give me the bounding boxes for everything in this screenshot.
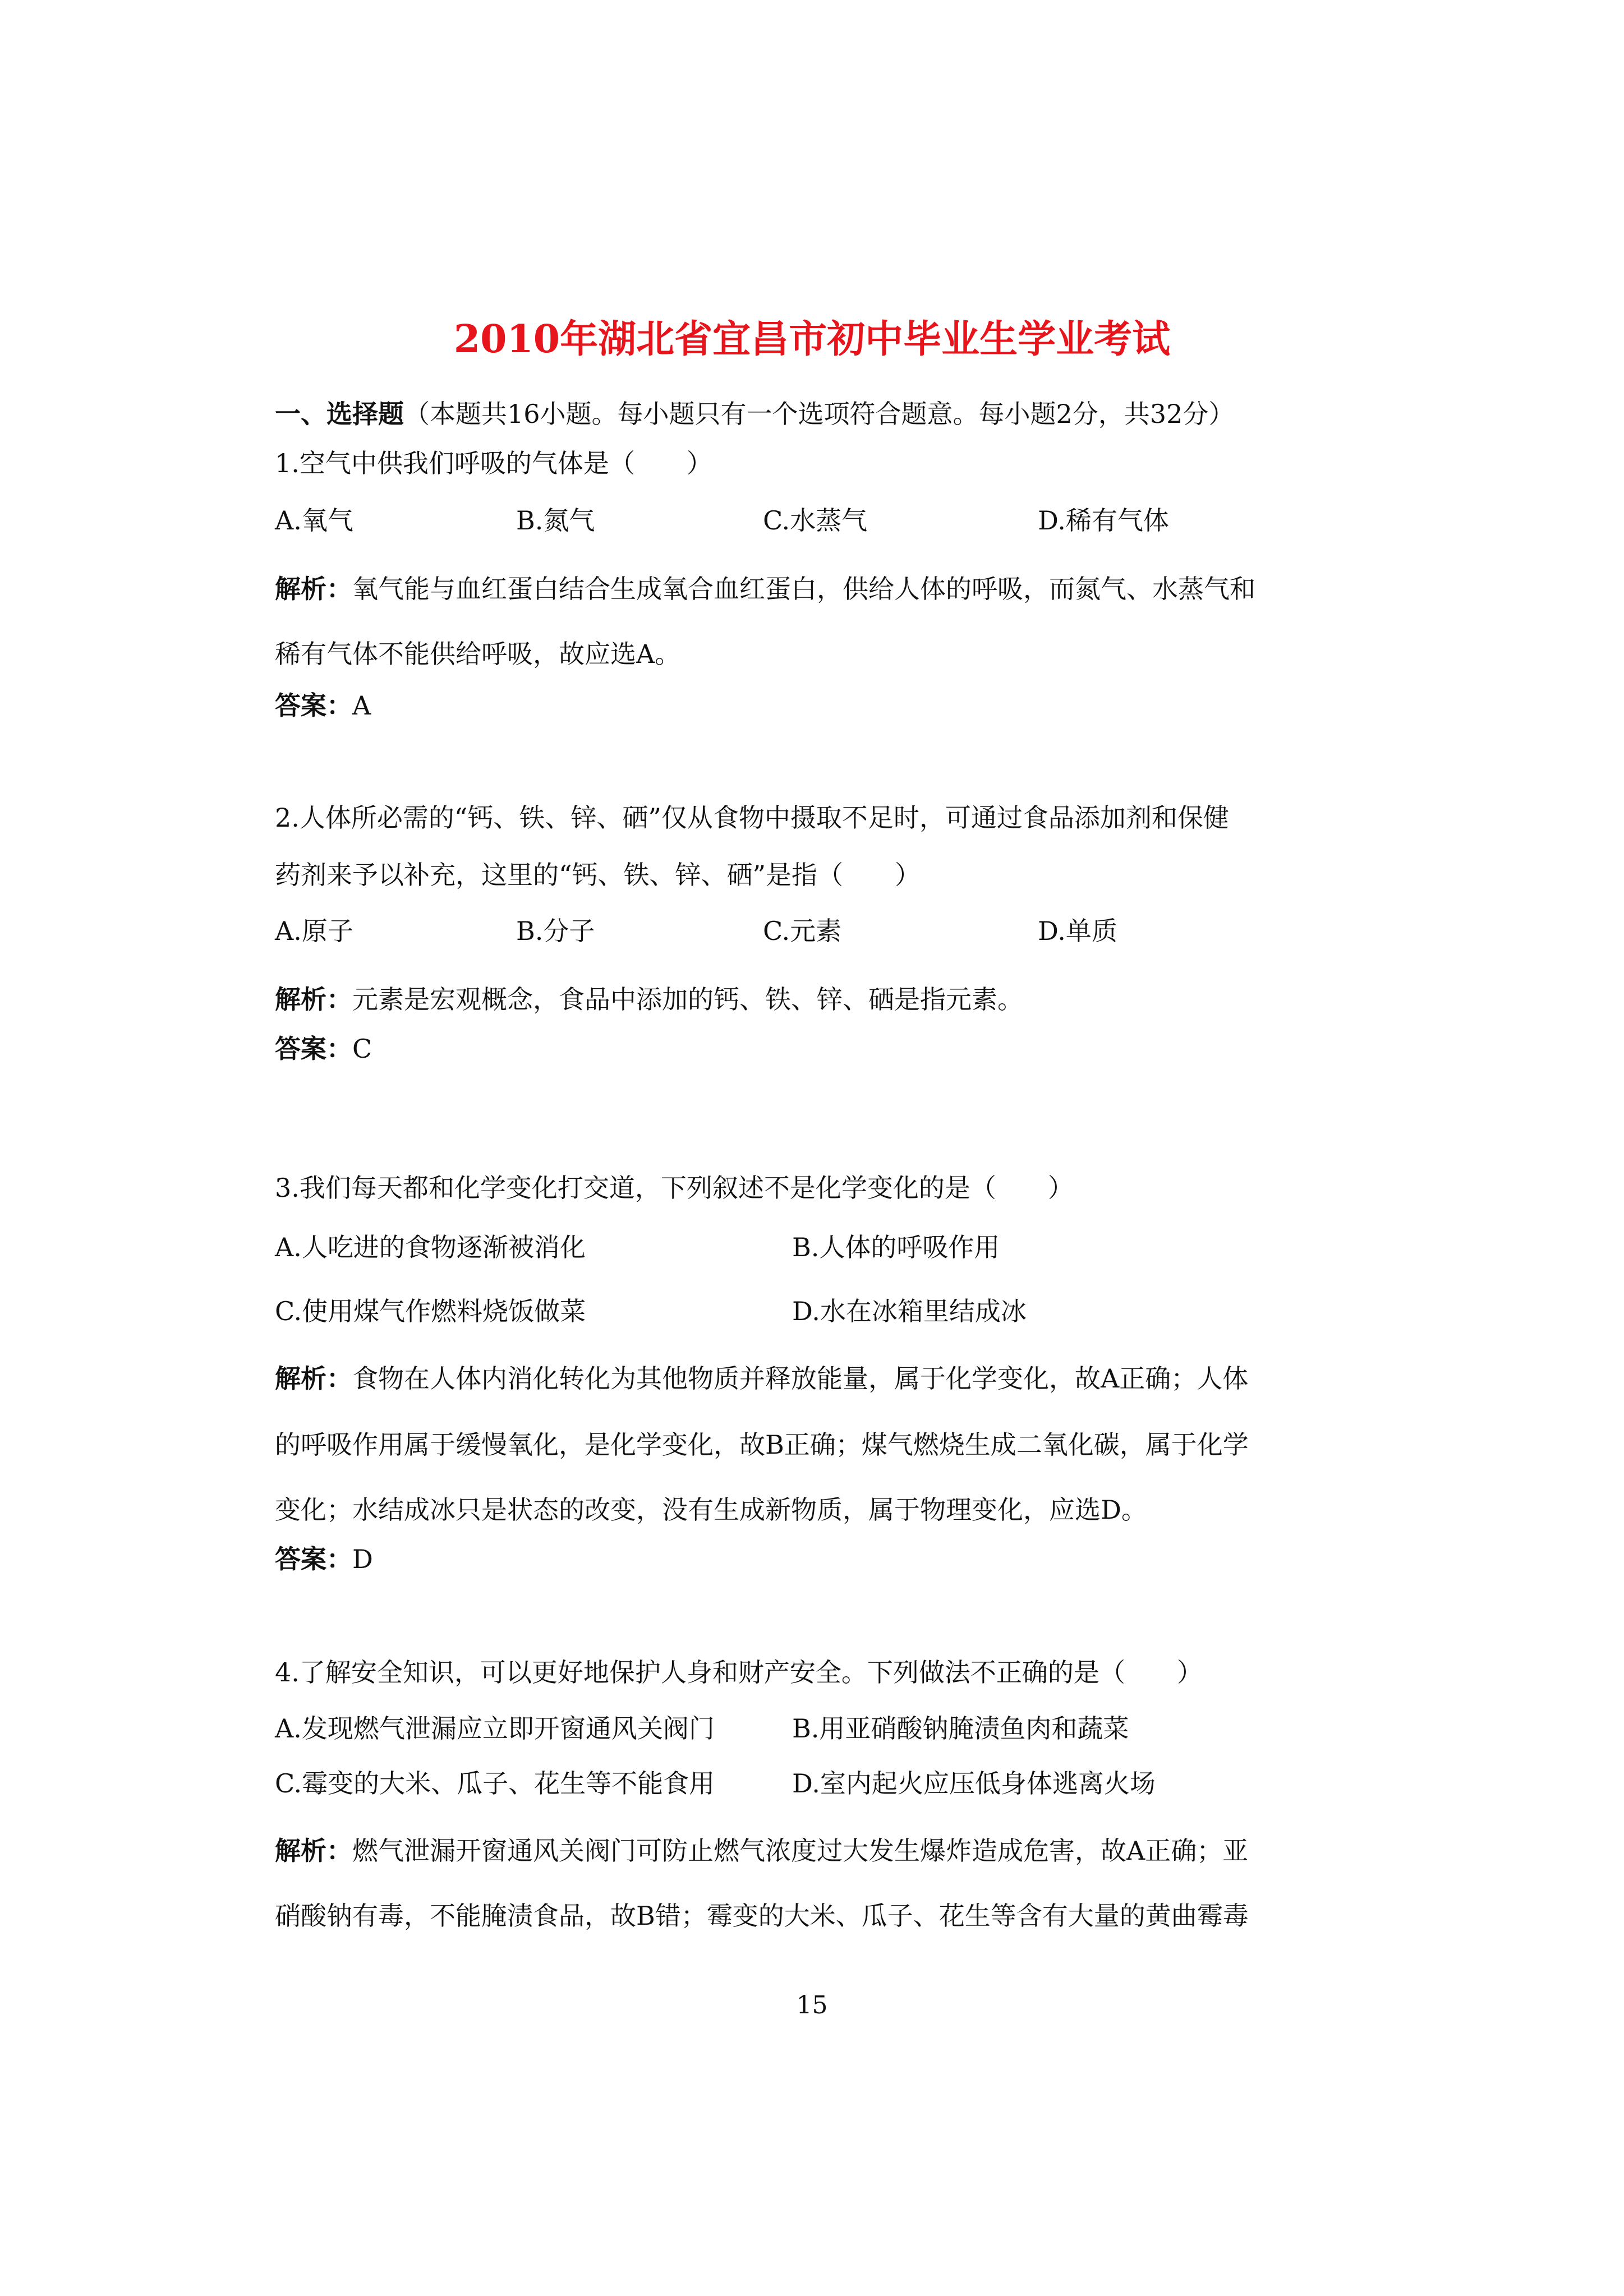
q4-option-c: C.霉变的大米、瓜子、花生等不能食用	[275, 1768, 715, 1799]
q4-analysis-label: 解析：	[275, 1836, 352, 1866]
q2-answer-label: 答案：	[275, 1034, 352, 1064]
q1-answer	[275, 689, 371, 722]
q3-analysis-line-1	[275, 1362, 1248, 1395]
q2-analysis-label: 解析：	[275, 984, 352, 1015]
q4-analysis-text-1: 燃气泄漏开窗通风关阀门可防止燃气浓度过大发生爆炸造成危害，故A正确；亚	[352, 1836, 1249, 1866]
q1-option-c: C.水蒸气	[763, 505, 868, 536]
q2-stem-line-2: 药剂来予以补充，这里的“钙、铁、锌、硒”是指（ ）	[275, 860, 921, 890]
section-heading-line	[275, 397, 1234, 431]
page-number: 15	[796, 1991, 828, 2020]
q3-analysis-label: 解析：	[275, 1363, 352, 1394]
q4-option-a: A.发现燃气泄漏应立即开窗通风关阀门	[275, 1713, 715, 1744]
document-title: 2010年湖北省宜昌市初中毕业生学业考试	[453, 317, 1171, 362]
q2-option-d: D.单质	[1038, 916, 1117, 946]
q4-stem: 4.了解安全知识，可以更好地保护人身和财产安全。下列做法不正确的是（ ）	[275, 1657, 1203, 1688]
q1-analysis-text-1: 氧气能与血红蛋白结合生成氧合血红蛋白，供给人体的呼吸，而氮气、水蒸气和	[352, 574, 1255, 604]
q1-analysis-label: 解析：	[275, 574, 352, 604]
q3-analysis-line-3: 变化；水结成冰只是状态的改变，没有生成新物质，属于物理变化，应选D。	[275, 1495, 1147, 1525]
q1-answer-label: 答案：	[275, 690, 352, 721]
q1-analysis-line-2: 稀有气体不能供给呼吸，故应选A。	[275, 639, 681, 669]
q4-analysis-line-2: 硝酸钠有毒，不能腌渍食品，故B错；霉变的大米、瓜子、花生等含有大量的黄曲霉毒	[275, 1901, 1249, 1931]
q3-analysis-line-2: 的呼吸作用属于缓慢氧化，是化学变化，故B正确；煤气燃烧生成二氧化碳，属于化学	[275, 1430, 1249, 1460]
q4-option-d: D.室内起火应压低身体逃离火场	[792, 1768, 1156, 1799]
q2-answer-value: C	[352, 1034, 372, 1064]
section-heading: 一、选择题	[275, 399, 404, 429]
q2-answer	[275, 1032, 372, 1066]
q2-stem-line-1: 2.人体所必需的“钙、铁、锌、硒”仅从食物中摄取不足时，可通过食品添加剂和保健	[275, 803, 1229, 833]
q3-option-a: A.人吃进的食物逐渐被消化	[275, 1232, 586, 1262]
q3-analysis-text-1: 食物在人体内消化转化为其他物质并释放能量，属于化学变化，故A正确；人体	[352, 1363, 1249, 1394]
q4-analysis-line-1	[275, 1834, 1248, 1868]
q1-option-d: D.稀有气体	[1038, 505, 1169, 536]
q3-answer	[275, 1542, 373, 1576]
q2-option-c: C.元素	[763, 916, 842, 946]
q3-answer-label: 答案：	[275, 1544, 352, 1574]
q2-option-a: A.原子	[275, 916, 353, 946]
q3-option-b: B.人体的呼吸作用	[792, 1232, 1000, 1262]
q1-option-b: B.氮气	[516, 505, 595, 536]
section-note: （本题共16小题。每小题只有一个选项符合题意。每小题2分，共32分）	[404, 399, 1235, 429]
q1-answer-value: A	[352, 690, 371, 721]
q2-analysis-text-1: 元素是宏观概念，食品中添加的钙、铁、锌、硒是指元素。	[352, 984, 1023, 1015]
q2-option-b: B.分子	[516, 916, 595, 946]
q3-option-c: C.使用煤气作燃料烧饭做菜	[275, 1296, 586, 1326]
q3-answer-value: D	[352, 1544, 373, 1574]
q1-analysis-line-1	[275, 572, 1255, 606]
q1-stem: 1.空气中供我们呼吸的气体是（ ）	[275, 448, 712, 478]
q2-analysis-line-1	[275, 983, 1023, 1016]
q4-option-b: B.用亚硝酸钠腌渍鱼肉和蔬菜	[792, 1713, 1129, 1744]
q3-option-d: D.水在冰箱里结成冰	[792, 1296, 1027, 1326]
q3-stem: 3.我们每天都和化学变化打交道，下列叙述不是化学变化的是（ ）	[275, 1173, 1074, 1203]
q1-option-a: A.氧气	[275, 505, 353, 536]
